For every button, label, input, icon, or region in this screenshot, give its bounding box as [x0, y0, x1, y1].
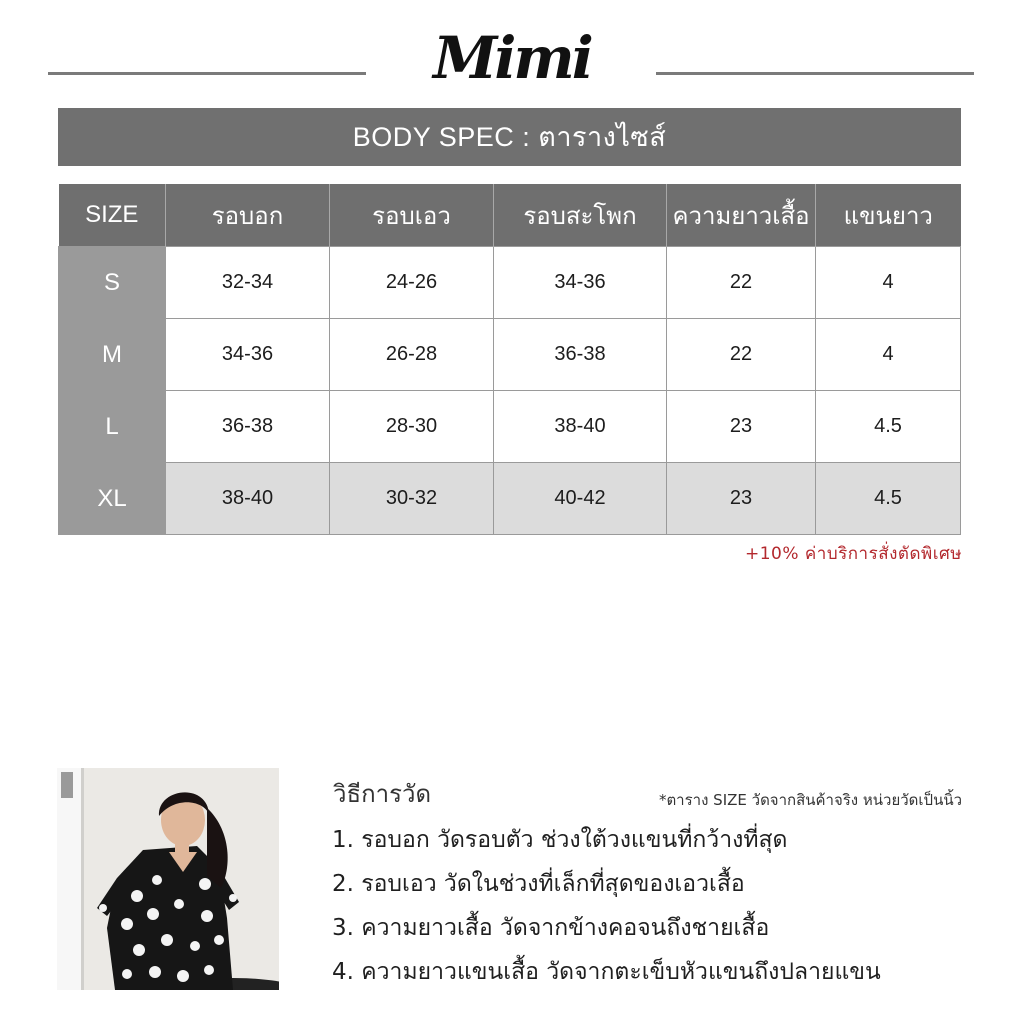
header-rule-right	[656, 72, 974, 75]
measure-step: 2. รอบเอว วัดในช่วงที่เล็กที่สุดของเอวเสื้อ	[332, 871, 745, 897]
sleeve-value: 4	[816, 247, 961, 319]
hip-value: 40-42	[494, 463, 667, 535]
brand-logo: Mimi	[433, 24, 591, 92]
measure-step: 4. ความยาวแขนเสื้อ วัดจากตะเข็บหัวแขนถึงปลายแขน	[332, 959, 881, 985]
measure-step: 1. รอบอก วัดรอบตัว ช่วงใต้วงแขนที่กว้างที่สุด	[332, 827, 788, 853]
table-row	[59, 319, 961, 391]
model-illustration	[57, 768, 279, 990]
header-length: ความยาวเสื้อ	[667, 184, 816, 247]
table-row	[59, 391, 961, 463]
chest-value: 32-34	[166, 247, 330, 319]
length-value: 22	[667, 319, 816, 391]
measure-title: วิธีการวัด	[333, 780, 432, 808]
model-photo	[57, 768, 279, 990]
custom-order-note: +10% ค่าบริการสั่งตัดพิเศษ	[744, 544, 962, 564]
header-sleeve: แขนยาว	[816, 184, 961, 247]
chest-value: 34-36	[166, 319, 330, 391]
size-label: L	[59, 391, 166, 463]
size-label: XL	[59, 463, 166, 535]
body-spec-banner: BODY SPEC : ตารางไซส์	[58, 108, 961, 166]
length-value: 23	[667, 463, 816, 535]
table-row	[59, 463, 961, 535]
hip-value: 36-38	[494, 319, 667, 391]
hip-value: 38-40	[494, 391, 667, 463]
waist-value: 26-28	[330, 319, 494, 391]
length-value: 23	[667, 391, 816, 463]
chest-value: 36-38	[166, 391, 330, 463]
sleeve-value: 4	[816, 319, 961, 391]
header-size: SIZE	[59, 184, 166, 247]
measure-steps	[332, 818, 881, 994]
measure-step: 3. ความยาวเสื้อ วัดจากข้างคอจนถึงชายเสื้อ	[332, 915, 770, 941]
size-label: M	[59, 319, 166, 391]
hip-value: 34-36	[494, 247, 667, 319]
chest-value: 38-40	[166, 463, 330, 535]
table-header-row	[59, 184, 961, 247]
table-row	[59, 247, 961, 319]
length-value: 22	[667, 247, 816, 319]
header-waist: รอบเอว	[330, 184, 494, 247]
sleeve-value: 4.5	[816, 463, 961, 535]
waist-value: 28-30	[330, 391, 494, 463]
waist-value: 30-32	[330, 463, 494, 535]
size-chart-table	[58, 184, 961, 535]
header-hip: รอบสะโพก	[494, 184, 667, 247]
waist-value: 24-26	[330, 247, 494, 319]
size-label: S	[59, 247, 166, 319]
header-chest: รอบอก	[166, 184, 330, 247]
sleeve-value: 4.5	[816, 391, 961, 463]
unit-note: *ตาราง SIZE วัดจากสินค้าจริง หน่วยวัดเป็นนิ้ว	[658, 791, 962, 809]
header-rule-left	[48, 72, 366, 75]
